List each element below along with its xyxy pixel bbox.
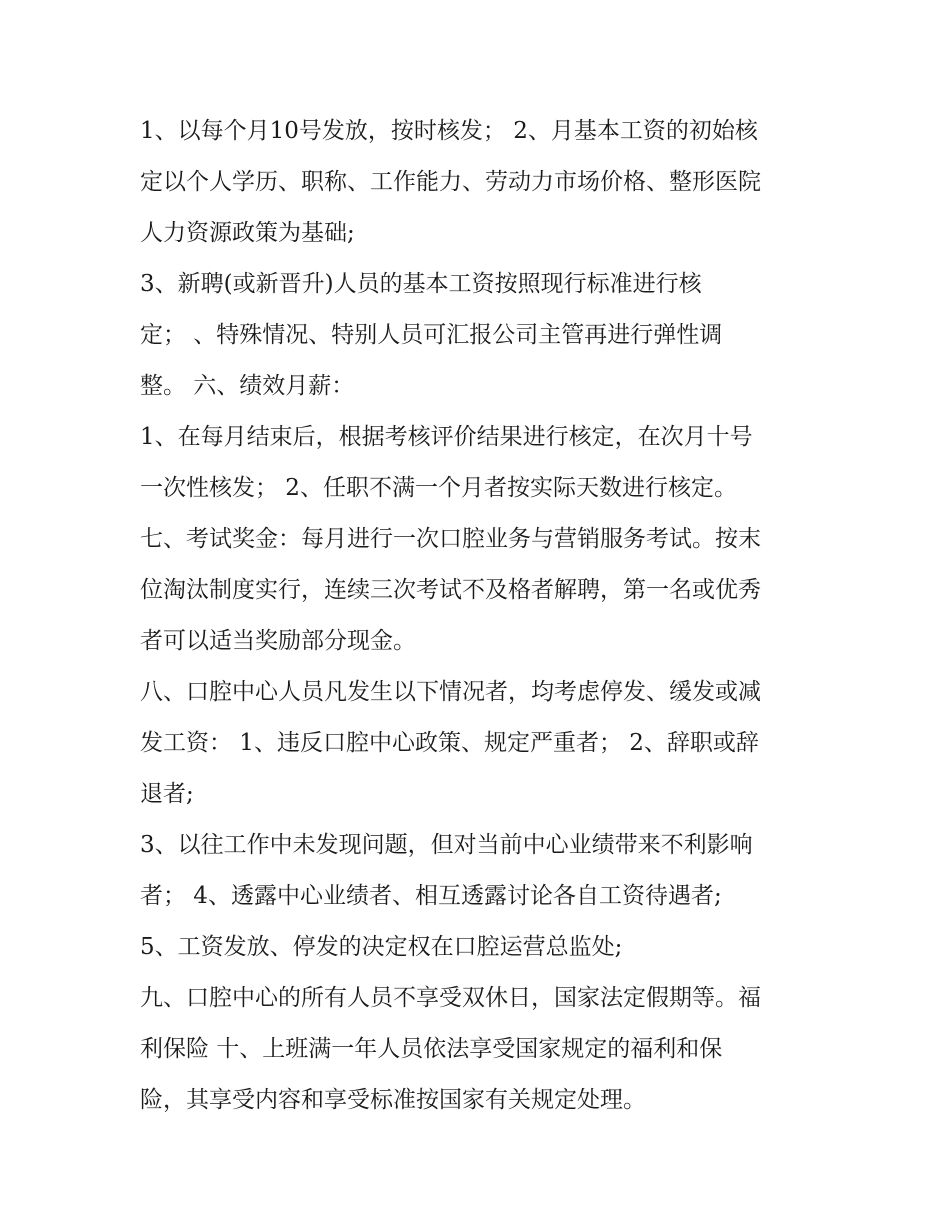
document-body <box>140 106 830 1126</box>
text-line: 3、以往工作中未发现问题，但对当前中心业绩带来不利影响 <box>140 832 753 858</box>
text-line: 退者; <box>140 781 194 807</box>
text-line: 3、新聘(或新晋升)人员的基本工资按照现行标准进行核 <box>140 271 702 297</box>
text-line: 九、口腔中心的所有人员不享受双休日，国家法定假期等。福 <box>140 985 761 1011</box>
text-line: 整。 六、绩效月薪： <box>140 373 355 399</box>
text-line: 1、在每月结束后，根据考核评价结果进行核定，在次月十号 <box>140 424 753 450</box>
text-line: 七、考试奖金：每月进行一次口腔业务与营销服务考试。按末 <box>140 526 761 552</box>
text-line: 八、口腔中心人员凡发生以下情况者，均考虑停发、缓发或减 <box>140 679 761 705</box>
text-line: 者； 4、透露中心业绩者、相互透露讨论各自工资待遇者; <box>140 883 722 909</box>
text-line: 1、以每个月10号发放，按时核发； 2、月基本工资的初始核 <box>140 118 758 144</box>
text-line: 定； 、特殊情况、特别人员可汇报公司主管再进行弹性调 <box>140 322 723 348</box>
text-line: 5、工资发放、停发的决定权在口腔运营总监处; <box>140 934 623 960</box>
text-line: 人力资源政策为基础; <box>140 220 355 246</box>
text-line: 者可以适当奖励部分现金。 <box>140 628 416 654</box>
text-line: 险，其享受内容和享受标准按国家有关规定处理。 <box>140 1087 646 1113</box>
text-line: 利保险 十、上班满一年人员依法享受国家规定的福利和保 <box>140 1036 723 1062</box>
text-line: 一次性核发； 2、任职不满一个月者按实际天数进行核定。 <box>140 475 737 501</box>
text-line: 位淘汰制度实行，连续三次考试不及格者解聘，第一名或优秀 <box>140 577 761 603</box>
text-line: 发工资： 1、违反口腔中心政策、规定严重者； 2、辞职或辞 <box>140 730 759 756</box>
text-line: 定以个人学历、职称、工作能力、劳动力市场价格、整形医院 <box>140 169 761 195</box>
